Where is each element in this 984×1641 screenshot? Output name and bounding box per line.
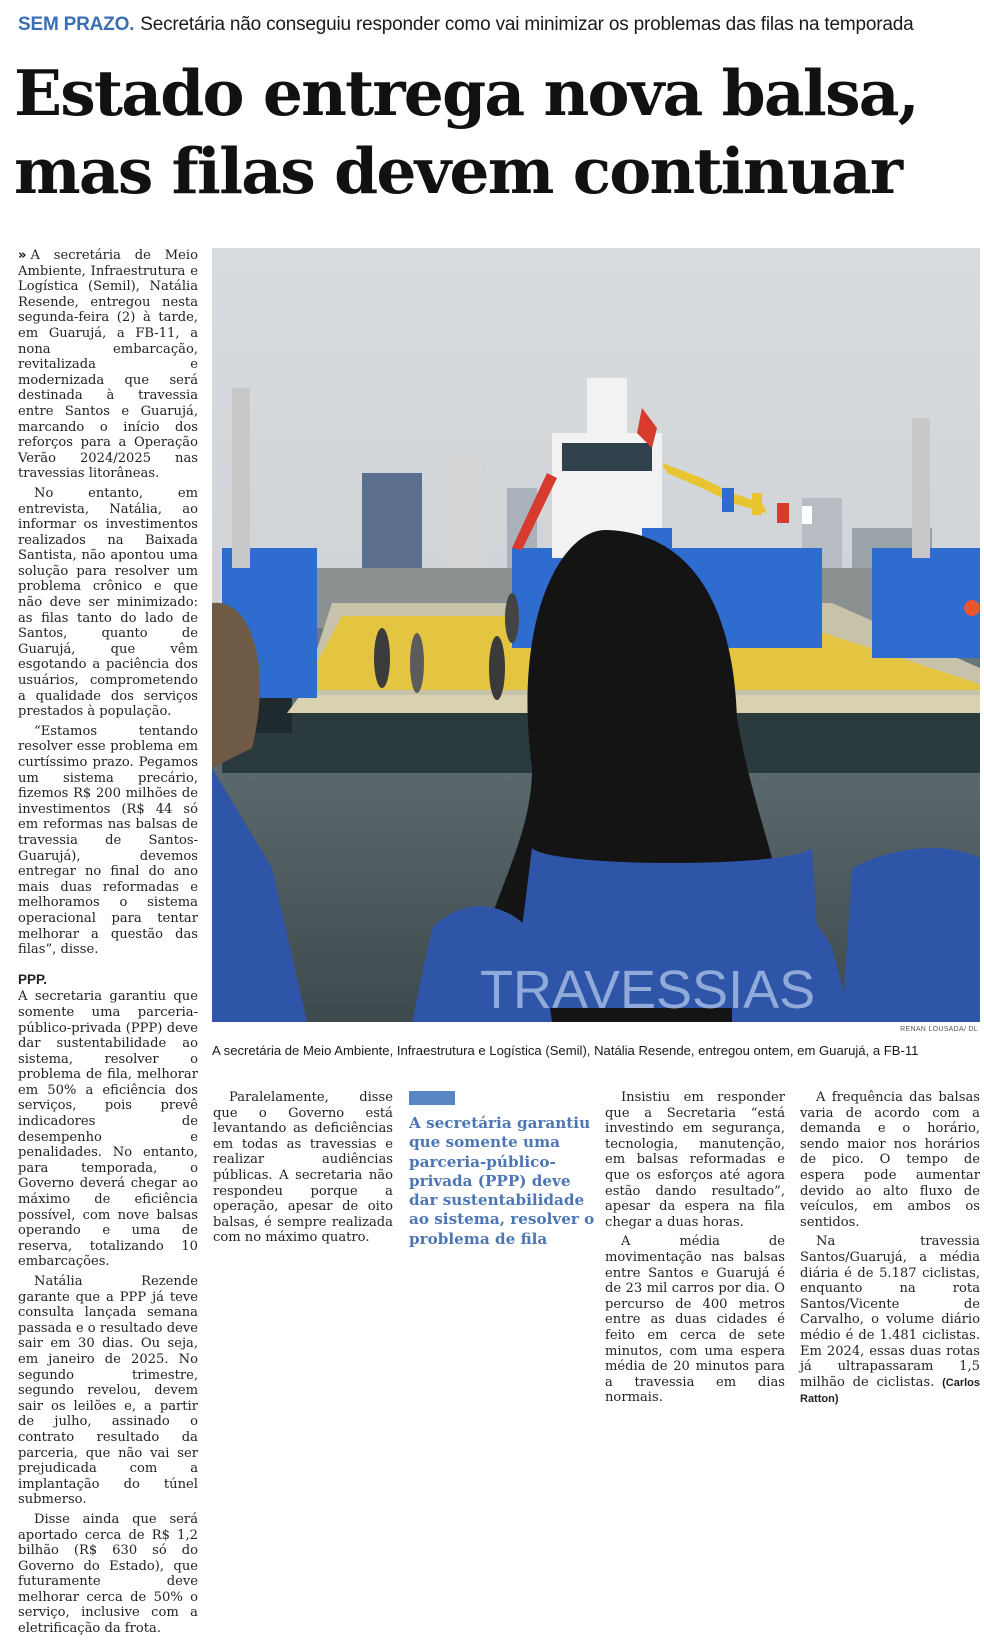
headline-line-1: Estado entrega nova balsa, [14, 56, 918, 130]
paragraph-5: Natália Rezende garante que a PPP já teve consulta lançada semana passada e o resultado deve sair em 30 dias. Ou seja, em janeiro de 2025. No segundo trimestre, segundo revelou, devem sair os leilões e, a partir de julho, assinado o contrato resultado da parceria, que não vai ser prejudicada com a implantação do túnel submerso. [18, 1274, 198, 1508]
subhead-ppp: PPP. [18, 971, 48, 987]
paragraph-8: Insistiu em responder que a Secretaria “está investindo em segurança, tecnologia, manutenção, em balsas reformadas e que os esforços até agora estão dando resultado”, apesar da espera na fila chegar a duas horas. [605, 1090, 785, 1230]
paragraph-10: A frequência das balsas varia de acordo com a demanda e o horário, sendo maior nos horários de pico. O tempo de espera pode aumentar devido ao alto fluxo de veículos, em ambos os sentidos. [800, 1090, 980, 1230]
kicker-text: Secretária não conseguiu responder como vai minimizar os problemas das filas na temporada [140, 14, 914, 35]
paragraph-2: No entanto, em entrevista, Natália, ao informar os investimentos realizados na Baixada Santista, não apontou uma solução para resolver um problema crônico e que não deve ser minimizado: as filas tanto do lado de Santos, quanto de Guarujá, que vêm esgotando a paciência dos usuários, comprometendo a qualidade dos serviços prestados à população. [18, 485, 198, 720]
article-column-3 [605, 1090, 785, 1410]
ferry-illustration [212, 248, 980, 1022]
pull-quote-bar [409, 1091, 455, 1105]
article-column-2 [213, 1090, 393, 1250]
chevron-icon: » [18, 248, 27, 263]
paragraph-7: Paralelamente, disse que o Governo está levantando as deficiências em todas as travessias e realizar audiências públicas. A secretaria não respondeu porque a operação, apesar de oito balsas, é sempre realizada com no máximo quatro. [213, 1090, 393, 1246]
author-signature: (Carlos Ratton) [800, 1376, 980, 1406]
article-column-1 [18, 248, 198, 1641]
photo-credit: RENAN LOUSADA/ DL [900, 1026, 978, 1033]
vest-print: TRAVESSIAS [480, 960, 816, 1020]
paragraph-11-text: Na travessia Santos/Guarujá, a média diária é de 5.187 ciclistas, enquanto na rota Santos/Vicente de Carvalho, o volume diário médio é de 1.481 ciclistas. Em 2024, essas duas rotas já ultrapassaram 1,5 milhão de ciclistas. [800, 1234, 980, 1390]
kicker-label: SEM PRAZO. [18, 14, 135, 35]
pull-quote: A secretária garantiu que somente uma parceria-público-privada (PPP) deve dar sustentabilidade ao sistema, resolver o problema de fila [409, 1114, 595, 1248]
paragraph-9: A média de movimentação nas balsas entre Santos e Guarujá é de 23 mil carros por dia. O percurso de 400 metros entre as duas cidades é feito em cerca de sete minutos, com uma espera média de 20 minutos para a travessia em dias normais. [605, 1234, 785, 1406]
paragraph-1-text: A secretária de Meio Ambiente, Infraestrutura e Logística (Semil), Natália Resende, entregou nesta segunda-feira (2) à tarde, em Guarujá, a FB-11, a nona embarcação, revitalizada e modernizada que será destinada à travessia entre Santos e Guarujá, marcando o início dos reforços para a Operação Verão 2024/2025 nas travessias litorâneas. [18, 248, 198, 482]
paragraph-11 [800, 1234, 980, 1408]
main-photo [212, 248, 980, 1022]
photo-caption: A secretária de Meio Ambiente, Infraestrutura e Logística (Semil), Natália Resende, entregou ontem, em Guarujá, a FB-11 [212, 1043, 919, 1058]
headline-line-2: mas filas devem continuar [14, 134, 902, 208]
paragraph-4: A secretaria garantiu que somente uma parceria-público-privada (PPP) deve dar sustentabilidade ao sistema, resolver o problema de fila, melhorar em 50% a eficiência dos serviços, pois prevê indicadores de desempenho e penalidades. No entanto, para temporada, o Governo deverá chegar ao máximo de eficiência possível, com nove balsas operando e uma de reserva, totalizando 10 embarcações. [18, 989, 198, 1270]
paragraph-1 [18, 248, 198, 482]
headline [14, 54, 974, 210]
article-column-4 [800, 1090, 980, 1412]
paragraph-6: Disse ainda que será aportado cerca de R$ 1,2 bilhão (R$ 630 só do Governo do Estado), que futuramente deve melhorar cerca de 50% o serviço, inclusive com a eletrificação da frota. [18, 1511, 198, 1637]
paragraph-3: “Estamos tentando resolver esse problema em curtíssimo prazo. Pegamos um sistema precário, fizemos R$ 200 milhões de investimentos (R$ 44 só em reformas nas balsas de travessia de Santos-Guarujá), devemos entregar no final do ano mais duas reformadas e melhoramos o sistema operacional para tentar melhorar a questão das filas”, disse. [18, 723, 198, 958]
kicker [18, 12, 978, 38]
